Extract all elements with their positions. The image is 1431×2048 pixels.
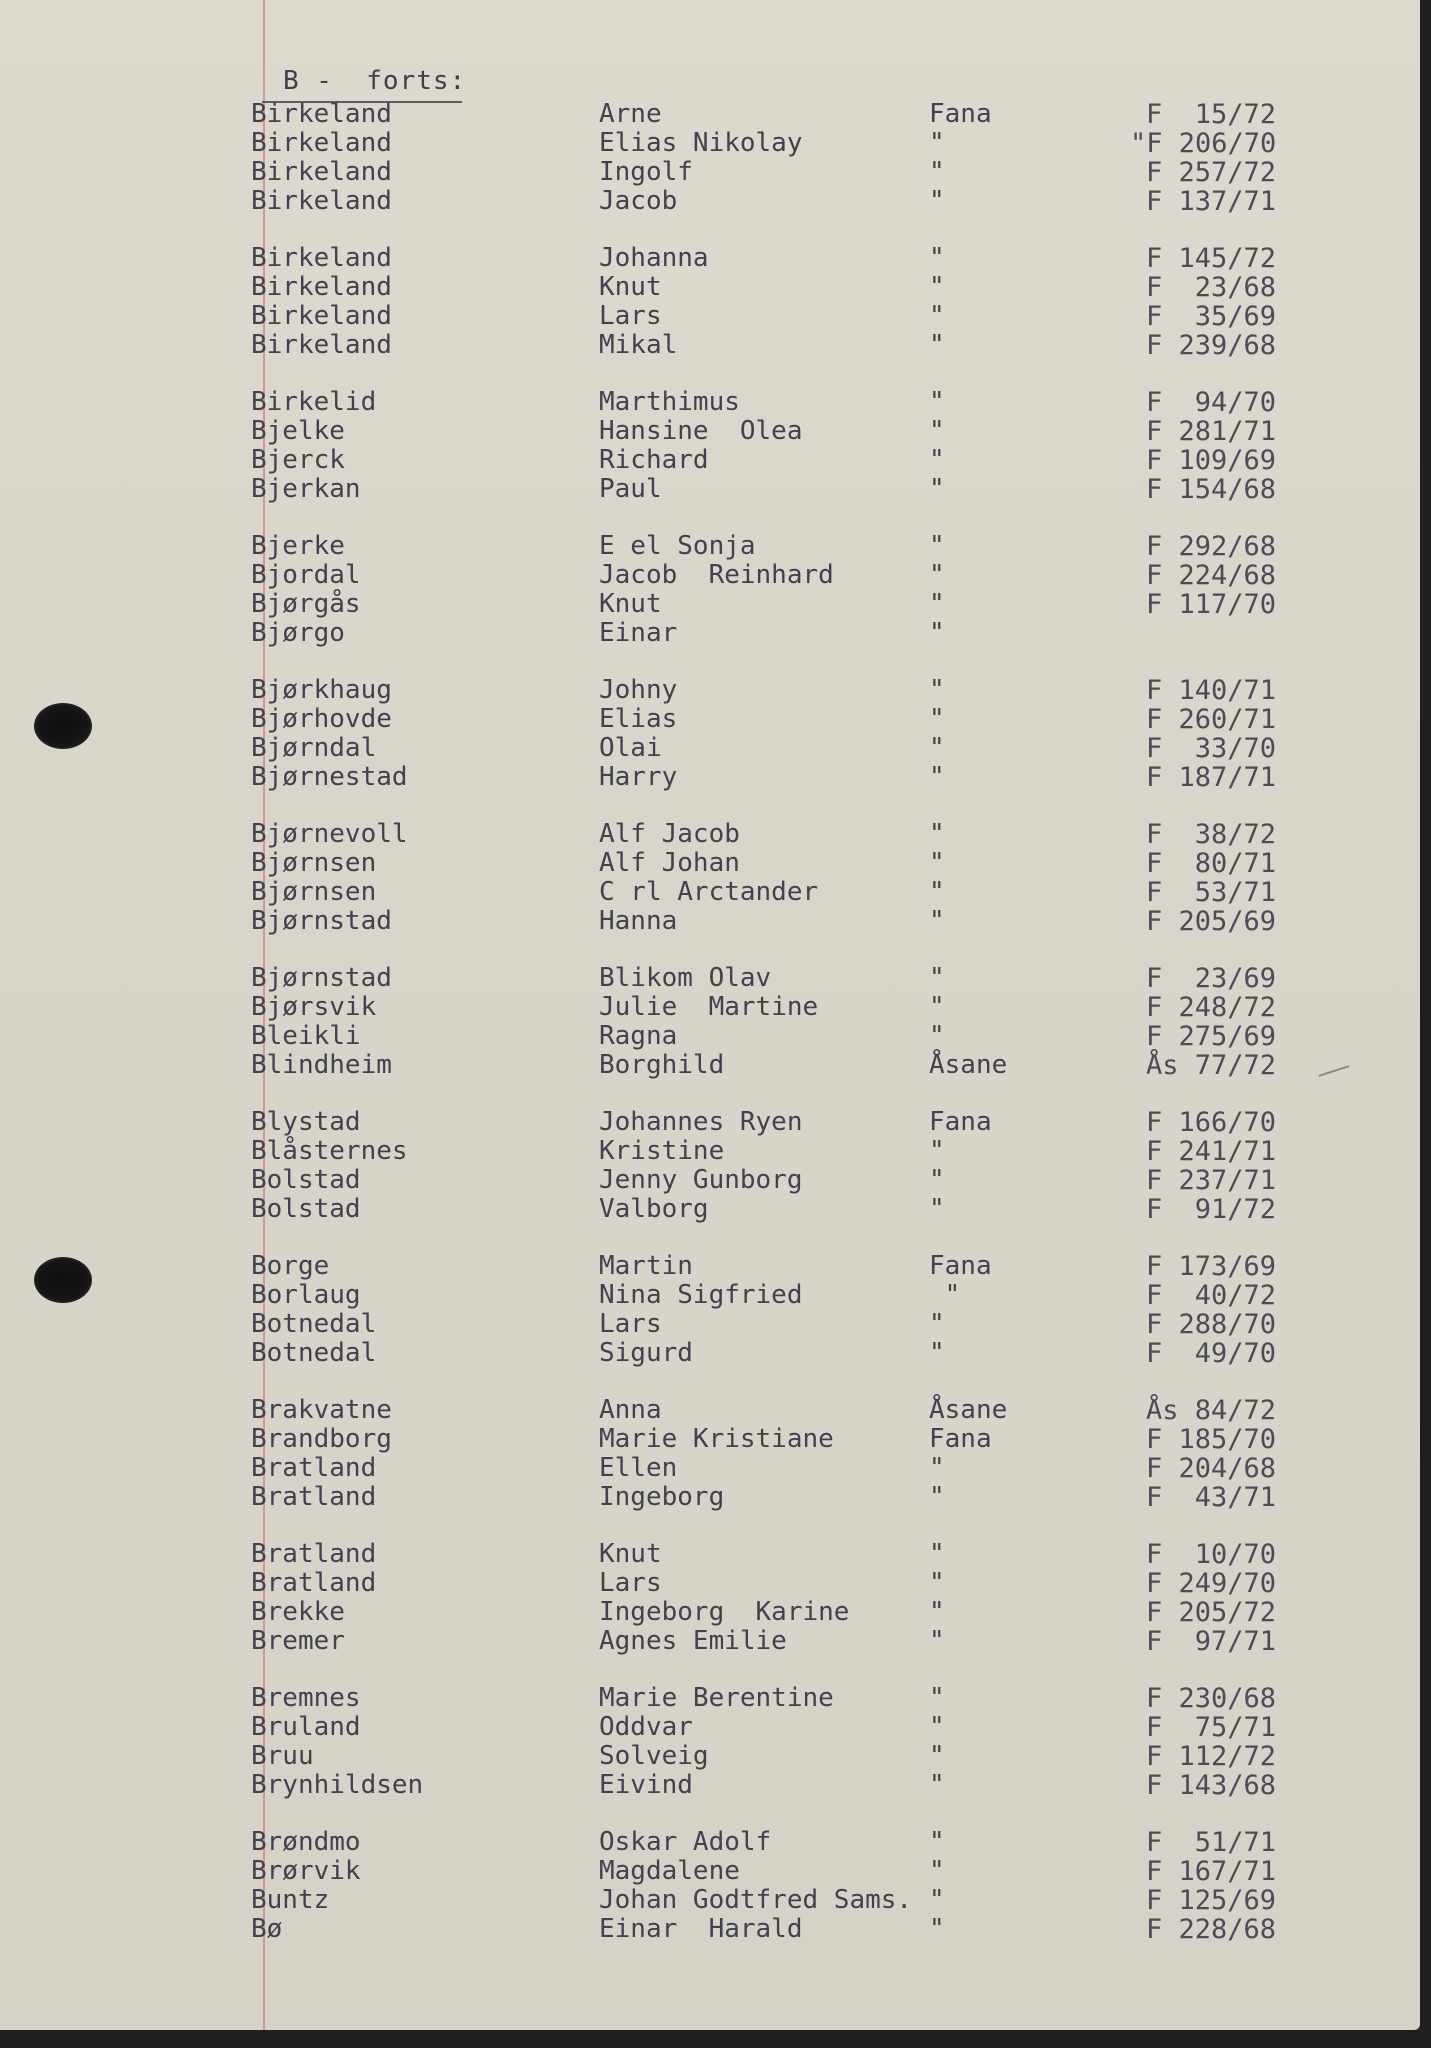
given-name-cell: Ragna — [599, 1021, 678, 1051]
register-entry — [0, 1626, 1420, 1655]
surname-cell: Bruland — [251, 1712, 361, 1742]
register-entry — [0, 1309, 1420, 1338]
register-entry — [0, 99, 1420, 128]
reference-cell: F 23/68 — [1145, 272, 1276, 303]
reference-cell: F 143/68 — [1145, 1770, 1276, 1801]
surname-cell: Bjerkan — [251, 474, 361, 504]
entry-group — [0, 1395, 1420, 1511]
given-name-cell: Richard — [599, 445, 709, 475]
given-name-cell: Marie Berentine — [599, 1683, 834, 1713]
register-entry — [0, 1568, 1420, 1597]
surname-cell: Bjørnevoll — [251, 819, 408, 849]
given-name-cell: Elias Nikolay — [599, 128, 803, 158]
register-entry — [0, 963, 1420, 992]
surname-cell: Birkelid — [251, 387, 377, 417]
parish-cell: " — [929, 1712, 945, 1742]
register-entry — [0, 243, 1420, 272]
reference-cell: Ås 84/72 — [1145, 1395, 1276, 1426]
reference-cell: F 51/71 — [1145, 1827, 1276, 1858]
entry-group — [0, 243, 1420, 359]
reference-cell: F 248/72 — [1145, 992, 1276, 1023]
reference-cell: F 260/71 — [1145, 704, 1276, 735]
parish-cell: " — [929, 301, 945, 331]
given-name-cell: Martin — [599, 1251, 693, 1281]
given-name-cell: Agnes Emilie — [599, 1626, 787, 1656]
surname-cell: Bratland — [251, 1453, 377, 1483]
reference-cell: F 117/70 — [1145, 589, 1276, 620]
given-name-cell: Ingeborg Karine — [599, 1597, 850, 1627]
parish-cell: Fana — [929, 99, 992, 129]
reference-cell: F 91/72 — [1145, 1194, 1276, 1225]
register-entry — [0, 416, 1420, 445]
parish-cell: " — [929, 1194, 945, 1224]
reference-cell: F 167/71 — [1145, 1856, 1276, 1887]
register-entry — [0, 589, 1420, 618]
register-entry — [0, 762, 1420, 791]
surname-cell: Bjørnsen — [251, 877, 377, 907]
reference-cell: F 205/69 — [1145, 906, 1276, 937]
given-name-cell: Johny — [599, 675, 678, 705]
parish-cell: " — [929, 243, 945, 273]
surname-cell: Bjørnstad — [251, 963, 392, 993]
entry-group — [0, 1827, 1420, 1943]
parish-cell: " — [929, 675, 945, 705]
given-name-cell: Johanna — [599, 243, 709, 273]
reference-cell: F 137/71 — [1145, 186, 1276, 217]
register-entry — [0, 1107, 1420, 1136]
reference-cell: F 15/72 — [1145, 99, 1276, 130]
given-name-cell: Arne — [599, 99, 662, 129]
entry-group — [0, 1251, 1420, 1367]
parish-cell: " — [929, 157, 945, 187]
reference-cell: F 185/70 — [1145, 1424, 1276, 1455]
given-name-cell: Marthimus — [599, 387, 740, 417]
surname-cell: Borlaug — [251, 1280, 361, 1310]
register-entry — [0, 1194, 1420, 1223]
parish-cell: " — [929, 992, 945, 1022]
parish-cell: " — [929, 1165, 945, 1195]
parish-cell: " — [929, 877, 945, 907]
scan-background-bottom — [0, 2030, 1431, 2048]
reference-cell: F 38/72 — [1145, 819, 1276, 850]
given-name-cell: Magdalene — [599, 1856, 740, 1886]
reference-cell: F 145/72 — [1145, 243, 1276, 274]
parish-cell: Åsane — [929, 1395, 1008, 1425]
reference-cell: F 275/69 — [1145, 1021, 1276, 1052]
surname-cell: Bjørnstad — [251, 906, 392, 936]
entry-group — [0, 675, 1420, 791]
given-name-cell: Paul — [599, 474, 662, 504]
entry-group — [0, 1683, 1420, 1799]
given-name-cell: Nina Sigfried — [599, 1280, 803, 1310]
surname-cell: Brekke — [251, 1597, 345, 1627]
register-entry — [0, 1597, 1420, 1626]
given-name-cell: Solveig — [599, 1741, 709, 1771]
surname-cell: Birkeland — [251, 301, 392, 331]
reference-cell: F 237/71 — [1145, 1165, 1276, 1196]
parish-cell: " — [929, 1568, 945, 1598]
parish-cell: Fana — [929, 1424, 992, 1454]
entry-group — [0, 387, 1420, 503]
register-entry — [0, 618, 1420, 647]
reference-cell: F 241/71 — [1145, 1136, 1276, 1167]
surname-cell: Botnedal — [251, 1338, 377, 1368]
register-entry — [0, 1021, 1420, 1050]
reference-cell: "F 206/70 — [1130, 128, 1277, 159]
surname-cell: Brakvatne — [251, 1395, 392, 1425]
reference-cell: F 33/70 — [1145, 733, 1276, 764]
given-name-cell: Hanna — [599, 906, 678, 936]
parish-cell: " — [929, 1309, 945, 1339]
register-entry — [0, 186, 1420, 215]
parish-cell: " — [929, 762, 945, 792]
register-entry — [0, 704, 1420, 733]
given-name-cell: Ellen — [599, 1453, 678, 1483]
register-entry — [0, 474, 1420, 503]
given-name-cell: Lars — [599, 301, 662, 331]
parish-cell: " — [929, 1683, 945, 1713]
surname-cell: Bolstad — [251, 1165, 361, 1195]
register-entry — [0, 1914, 1420, 1943]
given-name-cell: Jacob — [599, 186, 678, 216]
reference-cell: F 75/71 — [1145, 1712, 1276, 1743]
register-entry — [0, 1136, 1420, 1165]
reference-cell: F 205/72 — [1145, 1597, 1276, 1628]
register-entry — [0, 1770, 1420, 1799]
parish-cell: " — [929, 1021, 945, 1051]
surname-cell: Bø — [251, 1914, 283, 1944]
register-entry — [0, 272, 1420, 301]
register-entry — [0, 1338, 1420, 1367]
reference-cell: F 204/68 — [1145, 1453, 1276, 1484]
reference-cell: F 80/71 — [1145, 848, 1276, 879]
surname-cell: Bratland — [251, 1568, 377, 1598]
parish-cell: " — [929, 819, 945, 849]
reference-cell: F 228/68 — [1145, 1914, 1276, 1945]
parish-cell: " — [929, 733, 945, 763]
register-entry — [0, 1885, 1420, 1914]
parish-cell: Åsane — [929, 1050, 1008, 1080]
name-register — [0, 99, 1420, 1971]
reference-cell: F 109/69 — [1145, 445, 1276, 476]
section-header: B - forts: — [283, 66, 467, 96]
given-name-cell: Hansine Olea — [599, 416, 803, 446]
surname-cell: Botnedal — [251, 1309, 377, 1339]
given-name-cell: Eivind — [599, 1770, 693, 1800]
parish-cell: " — [929, 906, 945, 936]
reference-cell: F 94/70 — [1145, 387, 1276, 418]
reference-cell: F 112/72 — [1145, 1741, 1276, 1772]
register-entry — [0, 301, 1420, 330]
surname-cell: Bruu — [251, 1741, 314, 1771]
register-entry — [0, 531, 1420, 560]
surname-cell: Bjørgo — [251, 618, 345, 648]
given-name-cell: Alf Jacob — [599, 819, 740, 849]
entry-group — [0, 531, 1420, 647]
given-name-cell: Knut — [599, 272, 662, 302]
surname-cell: Bjørndal — [251, 733, 377, 763]
given-name-cell: Ingolf — [599, 157, 693, 187]
given-name-cell: Olai — [599, 733, 662, 763]
register-entry — [0, 157, 1420, 186]
register-entry — [0, 1050, 1420, 1079]
surname-cell: Brandborg — [251, 1424, 392, 1454]
surname-cell: Bolstad — [251, 1194, 361, 1224]
surname-cell: Bratland — [251, 1482, 377, 1512]
register-entry — [0, 1741, 1420, 1770]
register-entry — [0, 848, 1420, 877]
reference-cell: F 53/71 — [1145, 877, 1276, 908]
surname-cell: Buntz — [251, 1885, 330, 1915]
surname-cell: Borge — [251, 1251, 330, 1281]
parish-cell: " — [929, 445, 945, 475]
surname-cell: Birkeland — [251, 128, 392, 158]
surname-cell: Blystad — [251, 1107, 361, 1137]
entry-group — [0, 1539, 1420, 1655]
surname-cell: Birkeland — [251, 272, 392, 302]
reference-cell: F 230/68 — [1145, 1683, 1276, 1714]
parish-cell: Fana — [929, 1251, 992, 1281]
parish-cell: " — [929, 1597, 945, 1627]
parish-cell: Fana — [929, 1107, 992, 1137]
register-entry — [0, 445, 1420, 474]
surname-cell: Brøndmo — [251, 1827, 361, 1857]
reference-cell: F 224/68 — [1145, 560, 1276, 591]
given-name-cell: Knut — [599, 589, 662, 619]
register-entry — [0, 675, 1420, 704]
parish-cell: " — [929, 416, 945, 446]
given-name-cell: Jenny Gunborg — [599, 1165, 803, 1195]
surname-cell: Bjordal — [251, 560, 361, 590]
given-name-cell: Lars — [599, 1309, 662, 1339]
register-entry — [0, 330, 1420, 359]
surname-cell: Bjørhovde — [251, 704, 392, 734]
given-name-cell: Alf Johan — [599, 848, 740, 878]
reference-cell: F 140/71 — [1145, 675, 1276, 706]
entry-group — [0, 1107, 1420, 1223]
parish-cell: " — [929, 704, 945, 734]
reference-cell: F 49/70 — [1145, 1338, 1276, 1369]
given-name-cell: Oskar Adolf — [599, 1827, 772, 1857]
parish-cell: " — [929, 589, 945, 619]
register-entry — [0, 1482, 1420, 1511]
register-entry — [0, 877, 1420, 906]
register-entry — [0, 733, 1420, 762]
given-name-cell: Johan Godtfred Sams. — [599, 1885, 913, 1915]
parish-cell: " — [929, 186, 945, 216]
given-name-cell: Elias — [599, 704, 678, 734]
parish-cell: " — [929, 272, 945, 302]
reference-cell: F 35/69 — [1145, 301, 1276, 332]
given-name-cell: C rl Arctander — [599, 877, 819, 907]
given-name-cell: Kristine — [599, 1136, 725, 1166]
parish-cell: " — [929, 1453, 945, 1483]
reference-cell: F 249/70 — [1145, 1568, 1276, 1599]
register-entry — [0, 1251, 1420, 1280]
given-name-cell: Sigurd — [599, 1338, 693, 1368]
register-entry — [0, 1539, 1420, 1568]
given-name-cell: Mikal — [599, 330, 678, 360]
parish-cell: " — [929, 474, 945, 504]
surname-cell: Bremer — [251, 1626, 345, 1656]
register-entry — [0, 387, 1420, 416]
register-entry — [0, 1856, 1420, 1885]
parish-cell: " — [929, 1280, 961, 1310]
register-entry — [0, 819, 1420, 848]
reference-cell: F 292/68 — [1145, 531, 1276, 562]
parish-cell: " — [929, 1770, 945, 1800]
parish-cell: " — [929, 1539, 945, 1569]
parish-cell: " — [929, 1626, 945, 1656]
given-name-cell: Knut — [599, 1539, 662, 1569]
reference-cell: F 23/69 — [1145, 963, 1276, 994]
reference-cell: F 125/69 — [1145, 1885, 1276, 1916]
reference-cell: F 187/71 — [1145, 762, 1276, 793]
given-name-cell: Borghild — [599, 1050, 725, 1080]
surname-cell: Brørvik — [251, 1856, 361, 1886]
surname-cell: Bjørnsen — [251, 848, 377, 878]
given-name-cell: E el Sonja — [599, 531, 756, 561]
parish-cell: " — [929, 531, 945, 561]
parish-cell: " — [929, 1741, 945, 1771]
surname-cell: Bratland — [251, 1539, 377, 1569]
surname-cell: Bremnes — [251, 1683, 361, 1713]
register-entry — [0, 1712, 1420, 1741]
register-entry — [0, 1280, 1420, 1309]
surname-cell: Birkeland — [251, 99, 392, 129]
register-entry — [0, 906, 1420, 935]
register-entry — [0, 1395, 1420, 1424]
register-entry — [0, 1453, 1420, 1482]
surname-cell: Blindheim — [251, 1050, 392, 1080]
surname-cell: Bjørsvik — [251, 992, 377, 1022]
scan-background-right — [1420, 0, 1431, 2048]
register-entry — [0, 1165, 1420, 1194]
surname-cell: Bjerck — [251, 445, 345, 475]
register-entry — [0, 1424, 1420, 1453]
register-entry — [0, 560, 1420, 589]
parish-cell: " — [929, 1482, 945, 1512]
given-name-cell: Ingeborg — [599, 1482, 725, 1512]
given-name-cell: Marie Kristiane — [599, 1424, 834, 1454]
surname-cell: Birkeland — [251, 243, 392, 273]
surname-cell: Bjørgås — [251, 589, 361, 619]
parish-cell: " — [929, 1136, 945, 1166]
reference-cell: F 239/68 — [1145, 330, 1276, 361]
surname-cell: Bjørkhaug — [251, 675, 392, 705]
reference-cell: Ås 77/72 — [1145, 1050, 1276, 1081]
given-name-cell: Einar Harald — [599, 1914, 803, 1944]
reference-cell: F 154/68 — [1145, 474, 1276, 505]
reference-cell: F 257/72 — [1145, 157, 1276, 188]
parish-cell: " — [929, 128, 945, 158]
surname-cell: Brynhildsen — [251, 1770, 424, 1800]
surname-cell: Birkeland — [251, 157, 392, 187]
entry-group — [0, 819, 1420, 935]
reference-cell: F 166/70 — [1145, 1107, 1276, 1138]
reference-cell: F 97/71 — [1145, 1626, 1276, 1657]
given-name-cell: Blikom Olav — [599, 963, 772, 993]
parish-cell: " — [929, 963, 945, 993]
given-name-cell: Anna — [599, 1395, 662, 1425]
parish-cell: " — [929, 387, 945, 417]
register-entry — [0, 1827, 1420, 1856]
register-entry — [0, 128, 1420, 157]
parish-cell: " — [929, 1827, 945, 1857]
given-name-cell: Johannes Ryen — [599, 1107, 803, 1137]
given-name-cell: Oddvar — [599, 1712, 693, 1742]
surname-cell: Bjerke — [251, 531, 345, 561]
surname-cell: Blåsternes — [251, 1136, 408, 1166]
surname-cell: Birkeland — [251, 186, 392, 216]
register-entry — [0, 992, 1420, 1021]
parish-cell: " — [929, 1856, 945, 1886]
reference-cell: F 173/69 — [1145, 1251, 1276, 1282]
reference-cell: F 40/72 — [1145, 1280, 1276, 1311]
reference-cell: F 10/70 — [1145, 1539, 1276, 1570]
entry-group — [0, 99, 1420, 215]
given-name-cell: Harry — [599, 762, 678, 792]
parish-cell: " — [929, 1885, 945, 1915]
surname-cell: Birkeland — [251, 330, 392, 360]
reference-cell: F 43/71 — [1145, 1482, 1276, 1513]
parish-cell: " — [929, 618, 945, 648]
given-name-cell: Julie Martine — [599, 992, 819, 1022]
reference-cell: F 281/71 — [1145, 416, 1276, 447]
given-name-cell: Valborg — [599, 1194, 709, 1224]
parish-cell: " — [929, 848, 945, 878]
parish-cell: " — [929, 1338, 945, 1368]
parish-cell: " — [929, 560, 945, 590]
given-name-cell: Einar — [599, 618, 678, 648]
reference-cell: F 288/70 — [1145, 1309, 1276, 1340]
surname-cell: Bjørnestad — [251, 762, 408, 792]
register-entry — [0, 1683, 1420, 1712]
given-name-cell: Jacob Reinhard — [599, 560, 834, 590]
given-name-cell: Lars — [599, 1568, 662, 1598]
surname-cell: Bleikli — [251, 1021, 361, 1051]
parish-cell: " — [929, 1914, 945, 1944]
surname-cell: Bjelke — [251, 416, 345, 446]
parish-cell: " — [929, 330, 945, 360]
entry-group — [0, 963, 1420, 1079]
